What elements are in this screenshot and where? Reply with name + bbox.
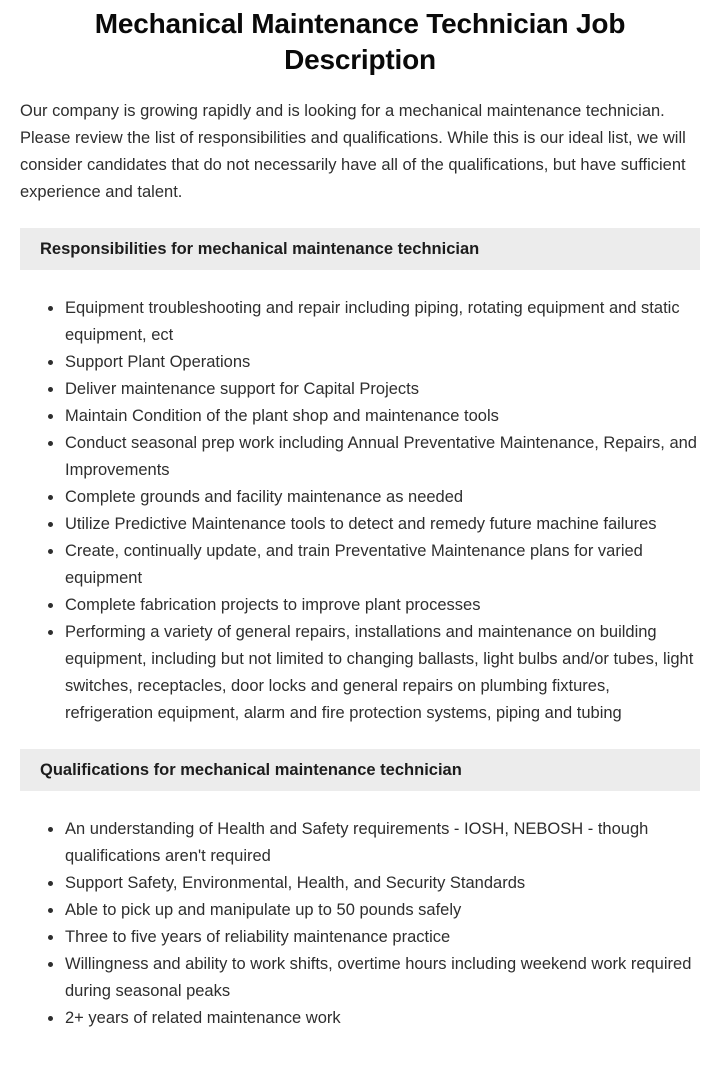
list-item: • Complete fabrication projects to improve plant processes: [64, 592, 700, 619]
qualifications-section: [20, 749, 700, 1032]
list-item: • Able to pick up and manipulate up to 50 pounds safely: [64, 897, 700, 924]
qualifications-list: [20, 816, 700, 1032]
list-item: • Maintain Condition of the plant shop and maintenance tools: [64, 403, 700, 430]
list-item: • Utilize Predictive Maintenance tools to detect and remedy future machine failures: [64, 511, 700, 538]
list-item: • Conduct seasonal prep work including Annual Preventative Maintenance, Repairs, and Improvements: [64, 430, 700, 484]
list-item: • Complete grounds and facility maintenance as needed: [64, 484, 700, 511]
list-item: • Willingness and ability to work shifts, overtime hours including weekend work required during seasonal peaks: [64, 951, 700, 1005]
responsibilities-section: [20, 228, 700, 727]
responsibilities-list: [20, 295, 700, 727]
list-item: • Support Safety, Environmental, Health, and Security Standards: [64, 870, 700, 897]
list-item: • Three to five years of reliability maintenance practice: [64, 924, 700, 951]
list-item: • 2+ years of related maintenance work: [64, 1005, 700, 1032]
qualifications-heading: Qualifications for mechanical maintenance technician: [20, 749, 700, 791]
list-item: • An understanding of Health and Safety requirements - IOSH, NEBOSH - though qualifications aren't required: [64, 816, 700, 870]
list-item: • Deliver maintenance support for Capital Projects: [64, 376, 700, 403]
page-title: Mechanical Maintenance Technician Job Description: [94, 8, 626, 75]
list-item: • Create, continually update, and train Preventative Maintenance plans for varied equipment: [64, 538, 700, 592]
responsibilities-heading: Responsibilities for mechanical maintenance technician: [20, 228, 700, 270]
list-item: • Equipment troubleshooting and repair including piping, rotating equipment and static equipment, ect: [64, 295, 700, 349]
list-item: • Performing a variety of general repairs, installations and maintenance on building equipment, including but not limited to changing ballasts, light bulbs and/or tubes, light switches, receptacles, door locks and general repairs on plumbing fixtures, refrigeration equipment, alarm and fire protection systems, piping and tubing: [64, 619, 700, 727]
intro-paragraph: Our company is growing rapidly and is looking for a mechanical maintenance technician. Please review the list of responsibilities and qualifications. While this is our ideal list, we will consider candidates that do not necessarily have all of the qualifications, but have sufficient experience and talent.: [20, 102, 686, 201]
list-item: • Support Plant Operations: [64, 349, 700, 376]
